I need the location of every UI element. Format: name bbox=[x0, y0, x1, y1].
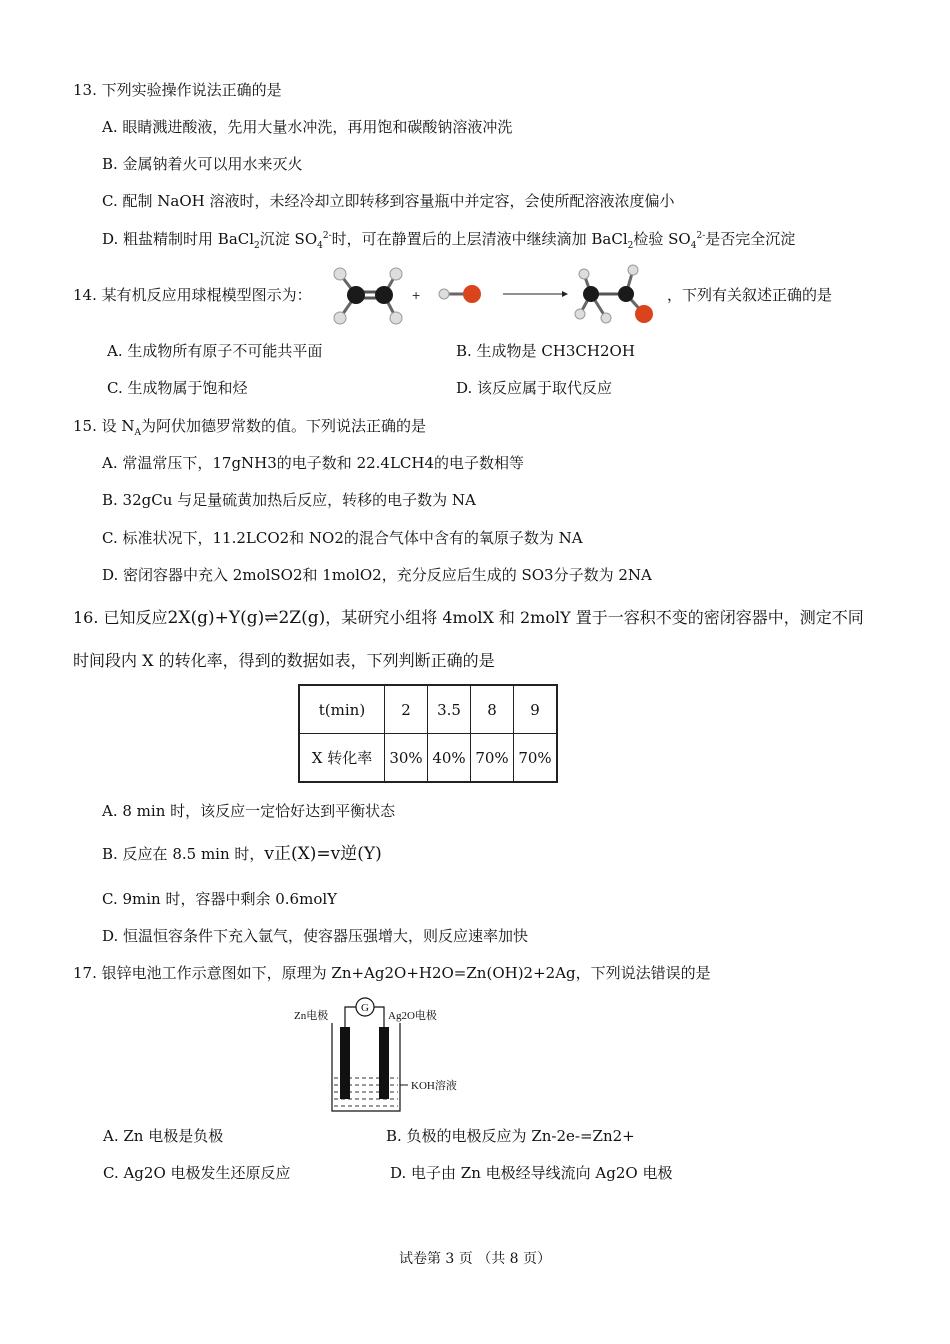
table-cell: 30% bbox=[385, 734, 428, 783]
q17-stem: 17. 银锌电池工作示意图如下，原理为 Zn+Ag2O+H2O=Zn(OH)2+2Ag，下列说法错误的是 bbox=[73, 964, 711, 982]
q15-option-b: B. 32gCu 与足量硫黄加热后反应，转移的电子数为 NA bbox=[102, 491, 476, 509]
conversion-table bbox=[298, 684, 558, 783]
table-cell: 70% bbox=[471, 734, 514, 783]
q17-option-d: D. 电子由 Zn 电极经导线流向 Ag2O 电极 bbox=[390, 1164, 673, 1182]
table-cell: 9 bbox=[514, 685, 558, 734]
table-cell: 40% bbox=[428, 734, 471, 783]
q17-option-b: B. 负极的电极反应为 Zn-2e-=Zn2+ bbox=[386, 1127, 635, 1145]
ag2o-electrode-label: Ag2O电极 bbox=[388, 1010, 437, 1022]
table-header-rate: X 转化率 bbox=[299, 734, 385, 783]
q16-option-d: D. 恒温恒容条件下充入氩气，使容器压强增大，则反应速率加快 bbox=[102, 927, 529, 945]
svg-text:+: + bbox=[412, 287, 421, 303]
svg-text:G: G bbox=[361, 1002, 369, 1014]
q13-option-c: C. 配制 NaOH 溶液时，未经冷却立即转移到容量瓶中并定容，会使所配溶液浓度偏小 bbox=[102, 192, 675, 210]
zn-electrode-label: Zn电极 bbox=[294, 1010, 329, 1022]
q15-option-a: A. 常温常压下，17gNH3的电子数和 22.4LCH4的电子数相等 bbox=[102, 454, 525, 472]
q14-option-d: D. 该反应属于取代反应 bbox=[456, 379, 613, 397]
ethylene-model bbox=[334, 268, 402, 324]
q13-stem: 13. 下列实验操作说法正确的是 bbox=[73, 81, 282, 99]
page-footer: 试卷第 3 页 （共 8 页） bbox=[398, 1251, 552, 1267]
table-row bbox=[299, 685, 557, 734]
silver-zinc-battery-figure bbox=[290, 993, 470, 1115]
table-row bbox=[299, 734, 557, 783]
zn-electrode bbox=[340, 1027, 350, 1099]
koh-solution-label: KOH溶液 bbox=[411, 1080, 457, 1092]
q16-stem: 16. 已知反应2X(g)+Y(g)⇌2Z(g)，某研究小组将 4molX 和 2molY 置于一容积不变的密闭容器中，测定不同 bbox=[73, 608, 864, 628]
table-cell: 3.5 bbox=[428, 685, 471, 734]
q16-rate-equation: v正(X)=v逆(Y) bbox=[264, 844, 382, 864]
q14-option-b: B. 生成物是 CH3CH2OH bbox=[456, 342, 635, 360]
q16-stem-line2: 时间段内 X 的转化率，得到的数据如表，下列判断正确的是 bbox=[73, 651, 495, 670]
ag2o-electrode bbox=[379, 1027, 389, 1099]
q13-option-d: D. 粗盐精制时用 BaCl$_2$沉淀 $SO_4^{2-}$时，可在静置后的上层清液中继续滴加 BaCl$_2$检验 $SO_4^{2-}$是否完全沉淀 bbox=[102, 230, 796, 251]
q14-stem: 14. 某有机反应用球棍模型图示为： bbox=[73, 286, 312, 304]
q15-option-c: C. 标准状况下，11.2LCO2和 NO2的混合气体中含有的氧原子数为 NA bbox=[102, 529, 583, 547]
q13-option-b: B. 金属钠着火可以用水来灭火 bbox=[102, 155, 303, 173]
q14-option-a: A. 生成物所有原子不可能共平面 bbox=[107, 342, 323, 360]
q14-stem-end: ，下列有关叙述正确的是 bbox=[667, 286, 833, 304]
reaction-arrow-icon bbox=[503, 291, 568, 297]
q16-equation: 2X(g)+Y(g)⇌2Z(g) bbox=[167, 608, 326, 628]
q14-option-c: C. 生成物属于饱和烃 bbox=[107, 379, 248, 397]
table-cell: 2 bbox=[385, 685, 428, 734]
ethanol-model bbox=[575, 265, 653, 323]
q16-option-a: A. 8 min 时，该反应一定恰好达到平衡状态 bbox=[102, 802, 396, 820]
water-model bbox=[439, 285, 481, 303]
q13-option-a: A. 眼睛溅进酸液，先用大量水冲洗，再用饱和碳酸钠溶液冲洗 bbox=[102, 118, 513, 136]
ball-stick-reaction-figure bbox=[326, 262, 666, 328]
q15-stem: 15. 设 $N_A$为阿伏加德罗常数的值。下列说法正确的是 bbox=[73, 417, 427, 438]
table-header-time: t(min) bbox=[299, 685, 385, 734]
q16-option-c: C. 9min 时，容器中剩余 0.6molY bbox=[102, 890, 338, 908]
q17-option-a: A. Zn 电极是负极 bbox=[103, 1127, 224, 1145]
q16-option-b: B. 反应在 8.5 min 时，v正(X)=v逆(Y) bbox=[102, 844, 382, 864]
table-cell: 8 bbox=[471, 685, 514, 734]
q15-option-d: D. 密闭容器中充入 2molSO2和 1molO2，充分反应后生成的 SO3分子数为 2NA bbox=[102, 566, 652, 584]
q17-option-c: C. Ag2O 电极发生还原反应 bbox=[103, 1164, 291, 1182]
table-cell: 70% bbox=[514, 734, 558, 783]
